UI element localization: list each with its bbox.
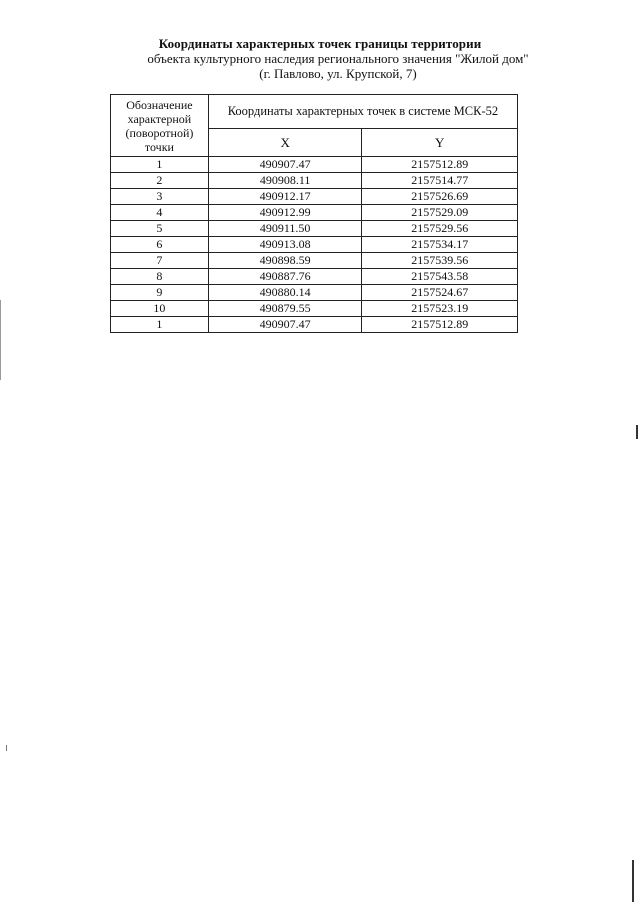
cell-point: 8 bbox=[111, 269, 209, 285]
cell-point: 3 bbox=[111, 189, 209, 205]
cell-point: 5 bbox=[111, 221, 209, 237]
coordinates-table-body bbox=[111, 157, 518, 333]
cell-x: 490907.47 bbox=[208, 157, 362, 173]
table-row bbox=[111, 221, 518, 237]
table-row bbox=[111, 285, 518, 301]
cell-point: 6 bbox=[111, 237, 209, 253]
cell-x: 490912.17 bbox=[208, 189, 362, 205]
cell-point: 1 bbox=[111, 317, 209, 333]
cell-y: 2157514.77 bbox=[362, 173, 518, 189]
cell-y: 2157534.17 bbox=[362, 237, 518, 253]
cell-x: 490880.14 bbox=[208, 285, 362, 301]
cell-y: 2157526.69 bbox=[362, 189, 518, 205]
scan-artifact bbox=[0, 300, 1, 380]
table-row bbox=[111, 205, 518, 221]
table-row bbox=[111, 269, 518, 285]
title-line-1: Координаты характерных точек границы территории bbox=[158, 36, 482, 51]
cell-y: 2157539.56 bbox=[362, 253, 518, 269]
table-row bbox=[111, 173, 518, 189]
title-line-3: (г. Павлово, ул. Крупской, 7) bbox=[259, 66, 417, 81]
cell-x: 490908.11 bbox=[208, 173, 362, 189]
table-row bbox=[111, 237, 518, 253]
table-row bbox=[111, 253, 518, 269]
cell-x: 490879.55 bbox=[208, 301, 362, 317]
cell-y: 2157512.89 bbox=[362, 317, 518, 333]
header-x: X bbox=[208, 129, 362, 157]
document-heading bbox=[0, 36, 640, 81]
header-y: Y bbox=[362, 129, 518, 157]
cell-x: 490907.47 bbox=[208, 317, 362, 333]
scan-artifact bbox=[636, 425, 638, 439]
table-row bbox=[111, 157, 518, 173]
cell-point: 7 bbox=[111, 253, 209, 269]
table-row bbox=[111, 317, 518, 333]
cell-point: 10 bbox=[111, 301, 209, 317]
header-point-designation: Обозначение характерной (поворотной) точки bbox=[111, 95, 209, 157]
cell-point: 9 bbox=[111, 285, 209, 301]
table-row bbox=[111, 301, 518, 317]
cell-point: 2 bbox=[111, 173, 209, 189]
scan-artifact bbox=[632, 860, 634, 902]
table-row bbox=[111, 189, 518, 205]
cell-y: 2157543.58 bbox=[362, 269, 518, 285]
cell-y: 2157529.56 bbox=[362, 221, 518, 237]
cell-y: 2157529.09 bbox=[362, 205, 518, 221]
cell-x: 490887.76 bbox=[208, 269, 362, 285]
scan-artifact bbox=[6, 745, 7, 751]
title-line-2: объекта культурного наследия регионального значения "Жилой дом" bbox=[147, 51, 529, 66]
cell-x: 490913.08 bbox=[208, 237, 362, 253]
cell-x: 490911.50 bbox=[208, 221, 362, 237]
cell-point: 1 bbox=[111, 157, 209, 173]
cell-x: 490912.99 bbox=[208, 205, 362, 221]
header-coordinate-system: Координаты характерных точек в системе МСК-52 bbox=[208, 95, 517, 129]
cell-y: 2157512.89 bbox=[362, 157, 518, 173]
cell-point: 4 bbox=[111, 205, 209, 221]
coordinates-table bbox=[110, 94, 518, 333]
cell-y: 2157523.19 bbox=[362, 301, 518, 317]
cell-x: 490898.59 bbox=[208, 253, 362, 269]
cell-y: 2157524.67 bbox=[362, 285, 518, 301]
